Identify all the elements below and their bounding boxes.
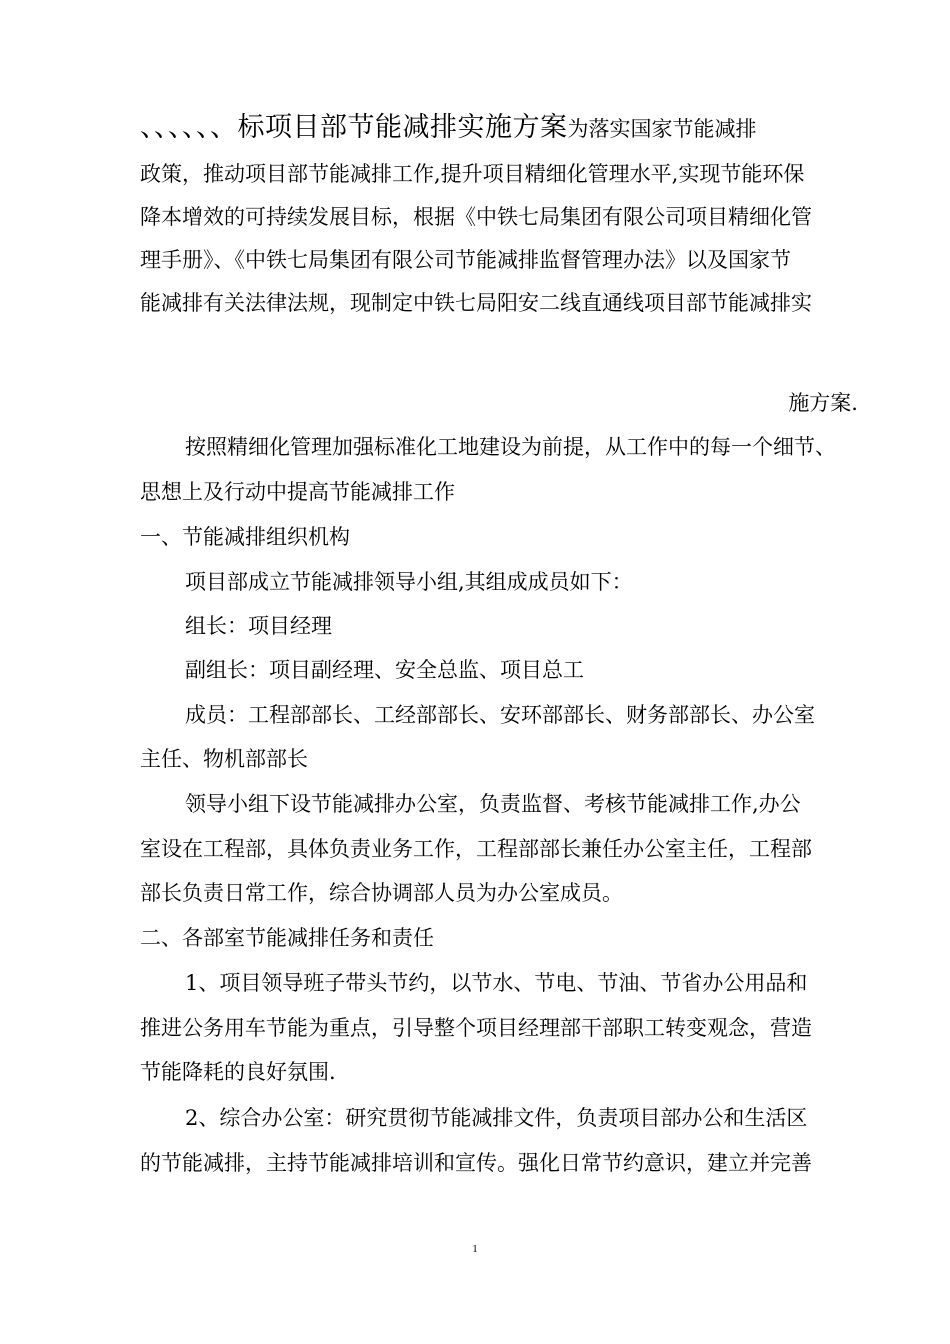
paragraph-line: 能减排有关法律法规，现制定中铁七局阳安二线直通线项目部节能减排实 — [140, 291, 812, 315]
paragraph-line-end: 施方案. — [788, 391, 858, 415]
page-number: 1 — [472, 1243, 478, 1255]
paragraph-line: 领导小组下设节能减排办公室，负责监督、考核节能减排工作,办公 — [185, 792, 801, 816]
paragraph-line: 理手册》、《中铁七局集团有限公司节能减排监督管理办法》以及国家节 — [140, 248, 791, 272]
paragraph-line: 成员：工程部部长、工经部部长、安环部部长、财务部部长、办公室 — [185, 703, 815, 727]
paragraph-line: 副组长：项目副经理、安全总监、项目总工 — [185, 658, 584, 682]
paragraph-line: 部长负责日常工作，综合协调部人员为办公室成员。 — [140, 881, 623, 905]
title-lead-text: 为落实国家节能减排 — [567, 117, 757, 141]
document-title: 、、、、、、标项目部节能减排实施方案 — [140, 112, 568, 143]
paragraph-line: 政策，推动项目部节能减排工作,提升项目精细化管理水平,实现节能环保 — [140, 162, 805, 186]
paragraph-line: 项目部成立节能减排领导小组,其组成成员如下： — [185, 570, 633, 594]
section-heading-2: 二、各部室节能减排任务和责任 — [140, 926, 434, 950]
paragraph-line: 主任、物机部部长 — [140, 747, 308, 771]
section-heading-1: 一、节能减排组织机构 — [140, 525, 350, 549]
paragraph-line: 2、综合办公室：研究贯彻节能减排文件，负责项目部办公和生活区 — [185, 1106, 808, 1130]
title-line — [140, 114, 757, 143]
paragraph-line: 降本增效的可持续发展目标，根据《中铁七局集团有限公司项目精细化管 — [140, 205, 812, 229]
paragraph-line: 按照精细化管理加强标准化工地建设为前提，从工作中的每一个细节、 — [185, 435, 836, 459]
paragraph-line: 推进公务用车节能为重点，引导整个项目经理部干部职工转变观念，营造 — [140, 1016, 812, 1040]
paragraph-line: 思想上及行动中提高节能减排工作 — [140, 480, 455, 504]
paragraph-line: 1、项目领导班子带头节约，以节水、节电、节油、节省办公用品和 — [185, 971, 808, 995]
paragraph-line: 的节能减排，主持节能减排培训和宣传。强化日常节约意识，建立并完善 — [140, 1151, 812, 1175]
paragraph-line: 室设在工程部，具体负责业务工作，工程部部长兼任办公室主任，工程部 — [140, 837, 812, 861]
paragraph-line: 节能降耗的良好氛围. — [140, 1060, 336, 1084]
paragraph-line: 组长：项目经理 — [185, 614, 332, 638]
